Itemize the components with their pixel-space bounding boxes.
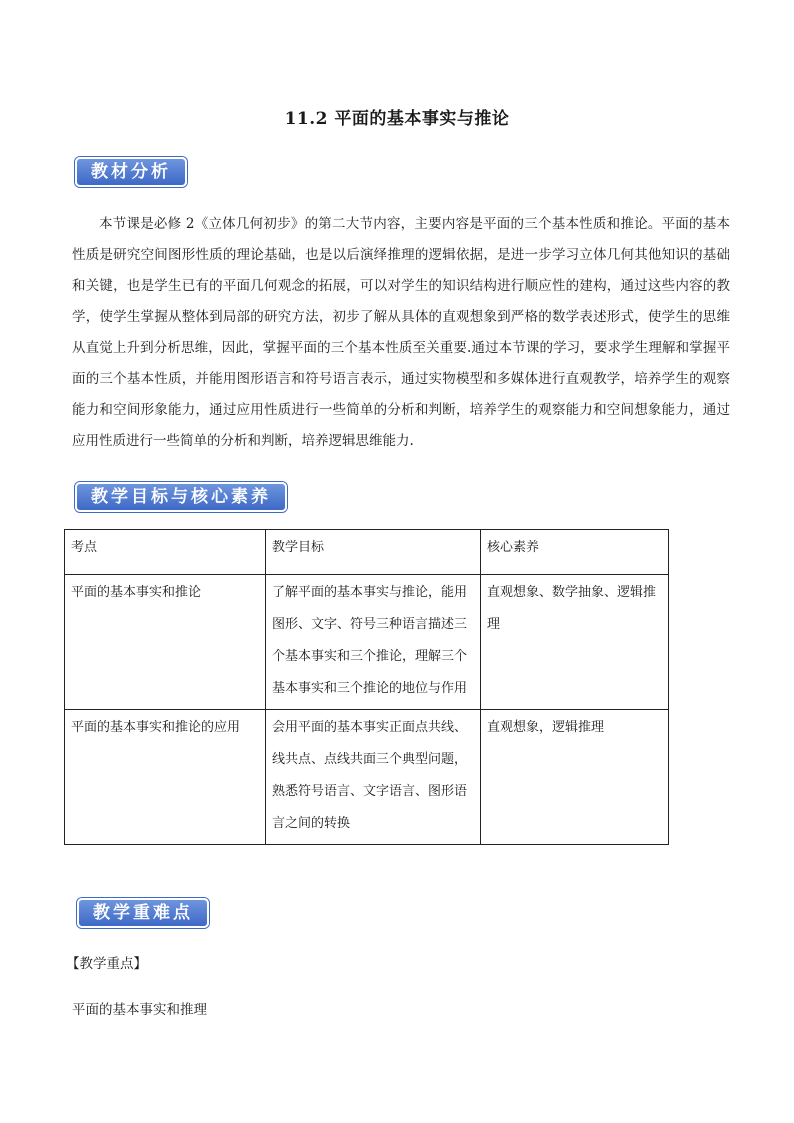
table-cell: 了解平面的基本事实与推论，能用图形、文字、符号三种语言描述三个基本事实和三个推论，理解三个基本事实和三个推论的地位与作用 <box>266 575 481 710</box>
analysis-paragraph: 本节课是必修 2《立体几何初步》的第二大节内容，主要内容是平面的三个基本性质和推论。平面的基本性质是研究空间图形性质的理论基础，也是以后演绎推理的逻辑依据，是进一步学习立体几何其他知识的基础和关键，也是学生已有的平面几何观念的拓展，可以对学生的知识结构进行顺应性的建构，通过这些内容的教学，使学生掌握从整体到局部的研究方法，初步了解从具体的直观想象到严格的数学表述形式，使学生的思维从直觉上升到分析思维，因此，掌握平面的三个基本性质至关重要.通过本节课的学习，要求学生理解和掌握平面的三个基本性质，并能用图形语言和符号语言表示，通过实物模型和多媒体进行直观教学，培养学生的观察能力和空间形象能力，通过应用性质进行一些简单的分析和判断，培养学生的观察能力和空间想象能力，通过应用性质进行一些简单的分析和判断，培养逻辑思维能力. <box>72 216 730 449</box>
page-title: 11.2 平面的基本事实与推论 <box>284 109 510 129</box>
table-cell: 平面的基本事实和推论 <box>65 575 266 710</box>
table-cell: 会用平面的基本事实正面点共线、线共点、点线共面三个典型问题，熟悉符号语言、文字语言、图形语言之间的转换 <box>266 710 481 845</box>
table-header-cell: 核心素养 <box>481 530 669 575</box>
table-cell: 直观想象，逻辑推理 <box>481 710 669 845</box>
goals-table <box>64 529 669 845</box>
table-cell: 平面的基本事实和推论的应用 <box>65 710 266 845</box>
key-point-heading: 【教学重点】 <box>66 956 147 972</box>
section-badge-analysis: 教材分析 <box>75 157 187 187</box>
section-badge-goals: 教学目标与核心素养 <box>75 482 287 512</box>
table-header-cell: 考点 <box>65 530 266 575</box>
key-point-text: 平面的基本事实和推理 <box>72 1002 207 1018</box>
table-row <box>65 710 669 845</box>
table-row <box>65 575 669 710</box>
section-badge-key-points: 教学重难点 <box>77 898 209 928</box>
table-header-cell: 教学目标 <box>266 530 481 575</box>
table-header-row <box>65 530 669 575</box>
table-cell: 直观想象、数学抽象、逻辑推理 <box>481 575 669 710</box>
